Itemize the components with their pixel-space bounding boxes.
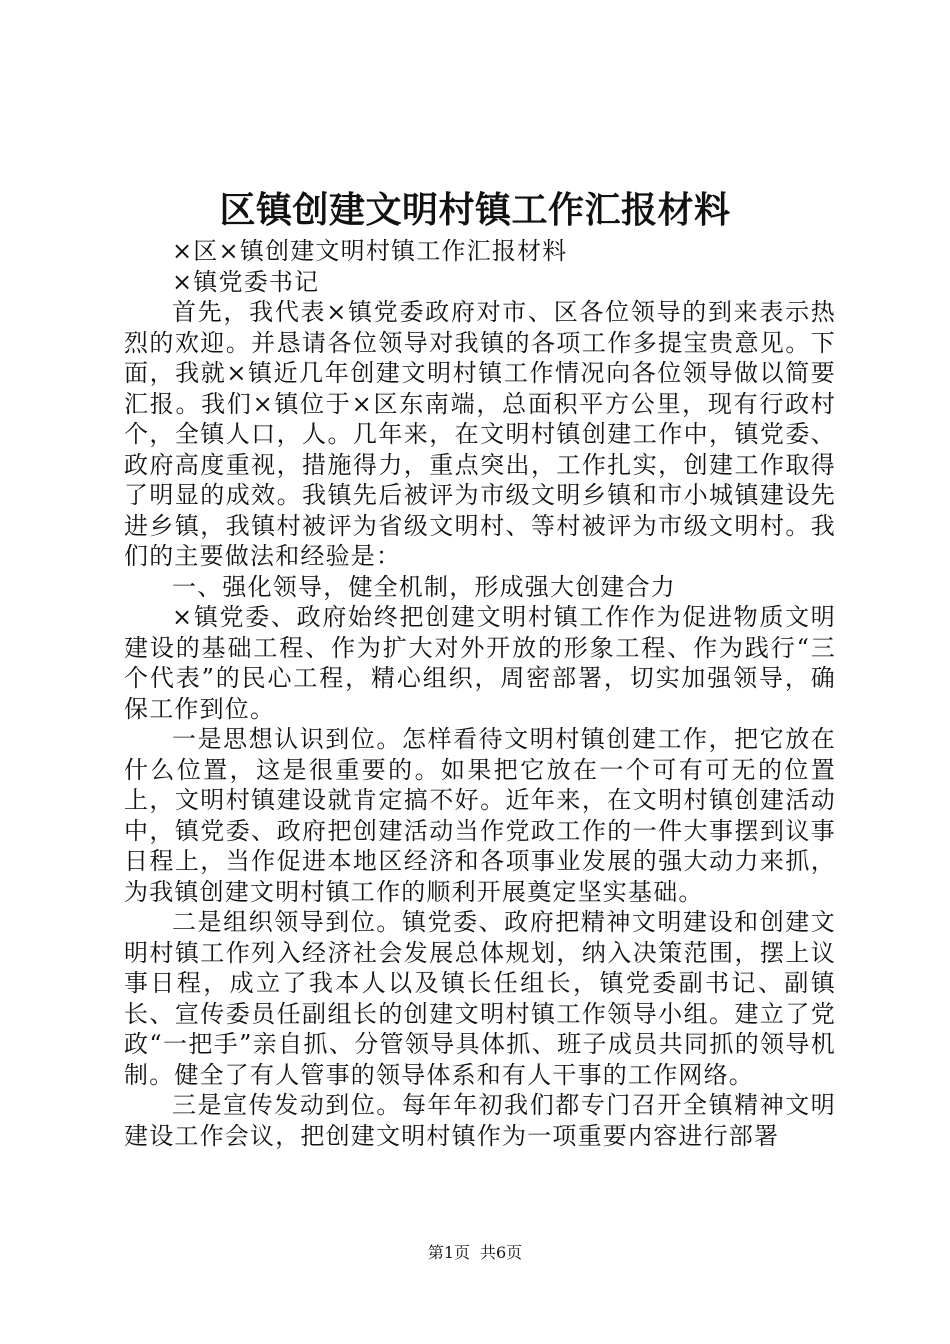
paragraph: 一是思想认识到位。怎样看待文明村镇创建工作，把它放在什么位置，这是很重要的。如果把它放在一个可有可无的位置上，文明村镇建设就肯定搞不好。近年来，在文明村镇创建活动中，镇党委、政府把创建活动当作党政工作的一件大事摆到议事日程上，当作促进本地区经济和各项事业发展的强大动力来抓，为我镇创建文明村镇工作的顺利开展奠定坚实基础。 bbox=[124, 725, 836, 906]
document-title: 区镇创建文明村镇工作汇报材料 bbox=[219, 189, 731, 231]
paragraph: 二是组织领导到位。镇党委、政府把精神文明建设和创建文明村镇工作列入经济社会发展总体规划，纳入决策范围，摆上议事日程，成立了我本人以及镇长任组长，镇党委副书记、副镇长、宣传委员任副组长的创建文明村镇工作领导小组。建立了党政“一把手”亲自抓、分管领导具体抓、班子成员共同抓的领导机制。健全了有人管事的领导体系和有人干事的工作网络。 bbox=[124, 908, 836, 1089]
page-total: 共6页 bbox=[480, 1243, 523, 1262]
page-footer bbox=[0, 1242, 950, 1264]
document-body bbox=[124, 236, 836, 1151]
paragraph-intro: 首先，我代表×镇党委政府对市、区各位领导的到来表示热烈的欢迎。并恳请各位领导对我镇的各项工作多提宝贵意见。下面，我就×镇近几年创建文明村镇工作情况向各位领导做以简要汇报。我们×镇位于×区东南端，总面积平方公里，现有行政村个，全镇人口，人。几年来，在文明村镇创建工作中，镇党委、政府高度重视，措施得力，重点突出，工作扎实，创建工作取得了明显的成效。我镇先后被评为市级文明乡镇和市小城镇建设先进乡镇，我镇村被评为省级文明村、等村被评为市级文明村。我们的主要做法和经验是： bbox=[124, 298, 836, 570]
paragraph-author: ×镇党委书记 bbox=[172, 267, 320, 296]
paragraph-subtitle: ×区×镇创建文明村镇工作汇报材料 bbox=[172, 237, 568, 265]
page-number: 第1页 bbox=[427, 1243, 470, 1262]
section-heading: 一、强化领导，健全机制，形成强大创建合力 bbox=[172, 572, 676, 601]
paragraph: ×镇党委、政府始终把创建文明村镇工作作为促进物质文明建设的基础工程、作为扩大对外开放的形象工程、作为践行“三个代表”的民心工程，精心组织，周密部署，切实加强领导，确保工作到位。 bbox=[124, 603, 836, 723]
paragraph: 三是宣传发动到位。每年年初我们都专门召开全镇精神文明建设工作会议，把创建文明村镇作为一项重要内容进行部署 bbox=[124, 1091, 836, 1150]
